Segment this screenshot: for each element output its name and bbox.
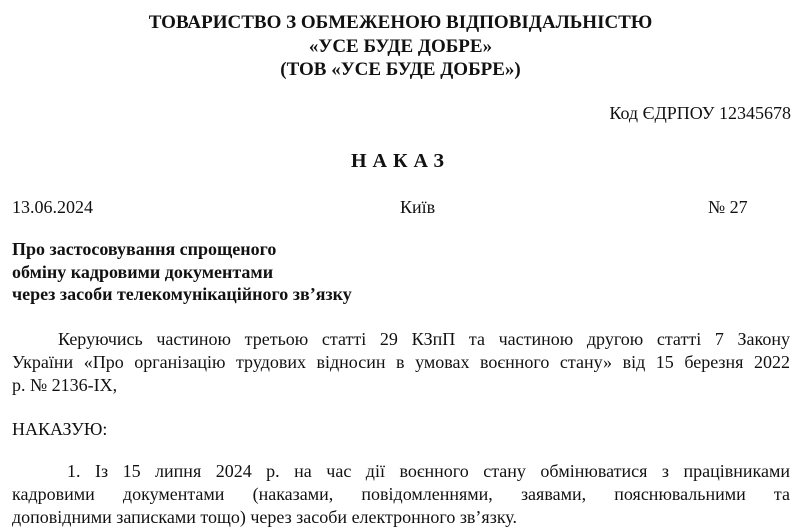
edrpou-code: Код ЄДРПОУ 12345678	[609, 103, 791, 123]
preamble-line: Керуючись частиною третьою статті 29 КЗпП та частиною другою статті 7 Закону	[58, 329, 790, 349]
order-subject	[12, 238, 352, 306]
preamble-line: України «Про організацію трудових відносин в умовах воєнного стану» від 15 березня 2022	[12, 352, 790, 372]
preamble-line: р. № 2136-IX,	[12, 375, 118, 395]
order-item-line: 1. Із 15 липня 2024 р. на час дії воєнного стану обмінюватися з працівниками	[67, 461, 790, 481]
order-number: № 27	[708, 197, 748, 217]
organization-short-name: (ТОВ «УСЕ БУДЕ ДОБРЕ»)	[280, 59, 521, 80]
organization-name-line-2: «УСЕ БУДЕ ДОБРЕ»	[308, 36, 493, 57]
organization-name-line-1: ТОВАРИСТВО З ОБМЕЖЕНОЮ ВІДПОВІДАЛЬНІСТЮ	[148, 12, 653, 33]
document-title: НАКАЗ	[350, 150, 450, 172]
order-item-line: доповідними записками тощо) через засоби електронного зв’язку.	[12, 507, 518, 527]
subject-line: Про застосовування спрощеного	[12, 239, 277, 259]
order-command-word: НАКАЗУЮ:	[12, 419, 108, 439]
order-date: 13.06.2024	[12, 197, 93, 217]
order-city: Київ	[400, 197, 436, 217]
order-item-1	[12, 460, 790, 529]
preamble-paragraph	[12, 328, 790, 397]
subject-line: через засоби телекомунікаційного зв’язку	[12, 284, 352, 304]
order-item-line: кадровими документами (наказами, повідомленнями, заявами, пояснювальними та	[12, 484, 790, 504]
subject-line: обміну кадровими документами	[12, 261, 274, 282]
